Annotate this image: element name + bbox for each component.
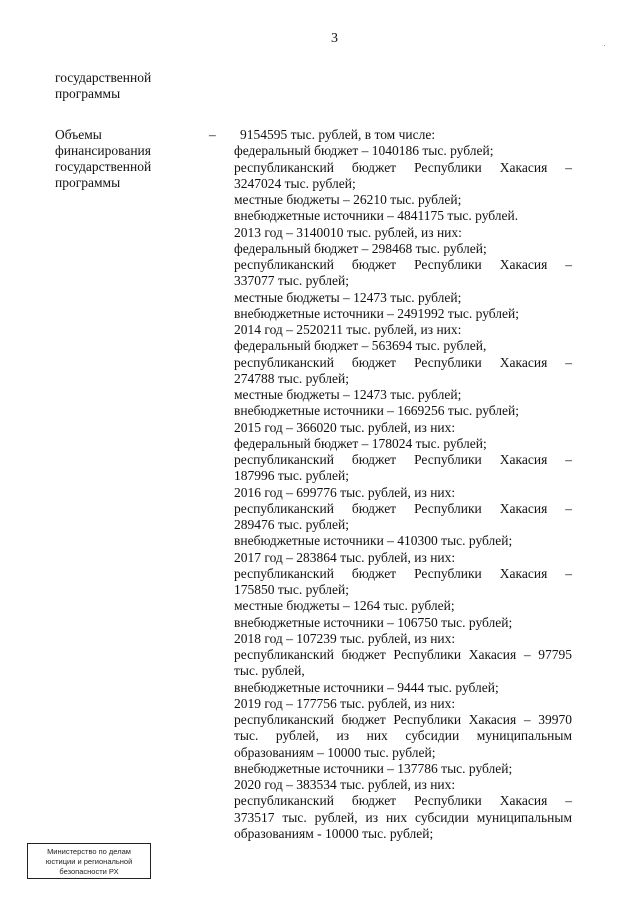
text-line: 289476 тыс. рублей; [234, 517, 349, 532]
header-line: программы [55, 86, 121, 101]
text-line: 2017 год – 283864 тыс. рублей, из них: [234, 549, 456, 565]
text-word: бюджет [351, 354, 397, 370]
text-word: республиканский [234, 793, 334, 809]
text-word: бюджет [351, 257, 397, 272]
text-line: федеральный бюджет – 298468 тыс. рублей; [234, 240, 487, 256]
text-line [234, 728, 572, 744]
text-line: 175850 тыс. рублей; [234, 582, 349, 597]
text-line: внебюджетные источники – 106750 тыс. рублей; [234, 614, 513, 630]
text-word: Республики [414, 159, 482, 175]
section-label-line: программы [55, 175, 121, 190]
text-word: бюджет [351, 565, 397, 581]
text-word: – [565, 565, 572, 581]
text-line: внебюджетные источники – 2491992 тыс. рублей; [234, 305, 520, 321]
text-line: местные бюджеты – 1264 тыс. рублей; [234, 598, 455, 614]
text-word: Республики [414, 500, 482, 516]
text-line [234, 793, 572, 809]
text-word: республиканский [234, 452, 334, 467]
text-line: федеральный бюджет – 563694 тыс. рублей, [234, 338, 487, 354]
text-line [234, 810, 572, 826]
text-word: 373517 тыс. рублей, из них субсидии муниципальным [234, 809, 572, 825]
text-word: Хакасия [499, 354, 548, 370]
text-line: 2015 год – 366020 тыс. рублей, из них: [234, 419, 456, 435]
text-word: Республики [414, 354, 482, 370]
text-word: Хакасия [499, 565, 548, 581]
text-line [234, 647, 572, 663]
text-line: внебюджетные источники – 137786 тыс. рублей; [234, 760, 513, 776]
section-label-line: Объемы [55, 127, 102, 142]
text-line: федеральный бюджет – 178024 тыс. рублей; [234, 435, 487, 451]
header-line: государственной [55, 70, 152, 85]
text-word: муниципальным [476, 728, 572, 744]
text-word: тыс. [234, 728, 259, 744]
text-word: республиканский [234, 257, 334, 272]
text-line: 274788 тыс. рублей; [234, 370, 349, 386]
text-line: 2019 год – 177756 тыс. рублей, из них: [234, 695, 456, 711]
financing-details [234, 127, 572, 842]
text-line [234, 566, 572, 582]
text-word: республиканский [234, 500, 334, 516]
text-line: тыс. рублей, [234, 663, 305, 679]
stamp-line: юстиции и региональной [45, 857, 133, 866]
text-line: внебюджетные источники – 9444 тыс. рублей; [234, 679, 499, 695]
text-line [234, 712, 572, 728]
text-word: республиканский [234, 159, 334, 175]
text-word: Хакасия [499, 793, 548, 809]
scan-mark [604, 45, 605, 46]
section-label [55, 127, 215, 191]
text-line [234, 501, 572, 517]
text-word: бюджет [351, 159, 397, 175]
text-line: 187996 тыс. рублей; [234, 468, 349, 484]
text-word: – [565, 793, 572, 809]
text-line: 3247024 тыс. рублей; [234, 175, 356, 191]
text-word: Хакасия [499, 500, 548, 516]
text-word: республиканский [234, 565, 334, 581]
separator-dash: – [209, 127, 216, 142]
text-word: из [336, 728, 350, 744]
text-word: Республики [414, 452, 482, 467]
text-word: – [565, 354, 572, 370]
text-word: – [565, 159, 572, 175]
text-line: федеральный бюджет – 1040186 тыс. рублей; [234, 143, 494, 159]
text-line [234, 257, 572, 273]
text-word: – [565, 257, 572, 272]
stamp-line: безопасности РХ [59, 867, 119, 876]
text-line: местные бюджеты – 12473 тыс. рублей; [234, 387, 462, 402]
text-word: Республики [414, 793, 482, 809]
text-line: внебюджетные источники – 410300 тыс. рублей; [234, 533, 513, 549]
text-line: образованиям – 10000 тыс. рублей; [234, 744, 436, 760]
text-line: местные бюджеты – 12473 тыс. рублей; [234, 289, 462, 305]
text-line: 2014 год – 2520211 тыс. рублей, из них: [234, 322, 462, 337]
text-word: Хакасия [499, 452, 548, 467]
text-line: 2018 год – 107239 тыс. рублей, из них: [234, 630, 456, 646]
text-word: Республики [414, 565, 482, 581]
text-line: образованиям - 10000 тыс. рублей; [234, 825, 434, 841]
text-word: – [565, 452, 572, 467]
section-label-line: финансирования [55, 143, 151, 158]
text-line [234, 160, 572, 176]
text-line: 2016 год – 699776 тыс. рублей, из них: [234, 484, 456, 500]
text-word: бюджет [351, 793, 397, 809]
text-word: Хакасия [499, 257, 548, 272]
text-line: 337077 тыс. рублей; [234, 273, 349, 289]
registration-stamp [27, 843, 151, 879]
text-line: 9154595 тыс. рублей, в том числе: [240, 127, 436, 142]
text-line: 2020 год – 383534 тыс. рублей, из них: [234, 777, 456, 792]
text-line: местные бюджеты – 26210 тыс. рублей; [234, 192, 462, 207]
text-word: них [366, 728, 388, 744]
text-line: внебюджетные источники – 4841175 тыс. рублей. [234, 208, 519, 224]
text-word: рублей, [275, 728, 319, 744]
text-line [234, 355, 572, 371]
text-line [234, 452, 572, 468]
text-line: внебюджетные источники – 1669256 тыс. рублей; [234, 403, 520, 419]
text-word: бюджет [351, 500, 397, 516]
text-line: 2013 год – 3140010 тыс. рублей, из них: [234, 224, 462, 240]
text-word: бюджет [351, 452, 397, 467]
text-word: Хакасия [499, 159, 548, 175]
text-word: субсидии [405, 728, 460, 744]
text-word: республиканский бюджет Республики Хакасия – 39970 [234, 712, 572, 727]
page-number: 3 [331, 31, 338, 46]
text-word: – [565, 500, 572, 516]
header-continuation [55, 70, 215, 102]
stamp-line: Министерство по делам [47, 847, 131, 856]
text-word: республиканский [234, 354, 334, 370]
text-word: республиканский бюджет Республики Хакасия – 97795 [234, 647, 572, 662]
text-word: Республики [414, 257, 482, 272]
section-label-line: государственной [55, 159, 152, 174]
